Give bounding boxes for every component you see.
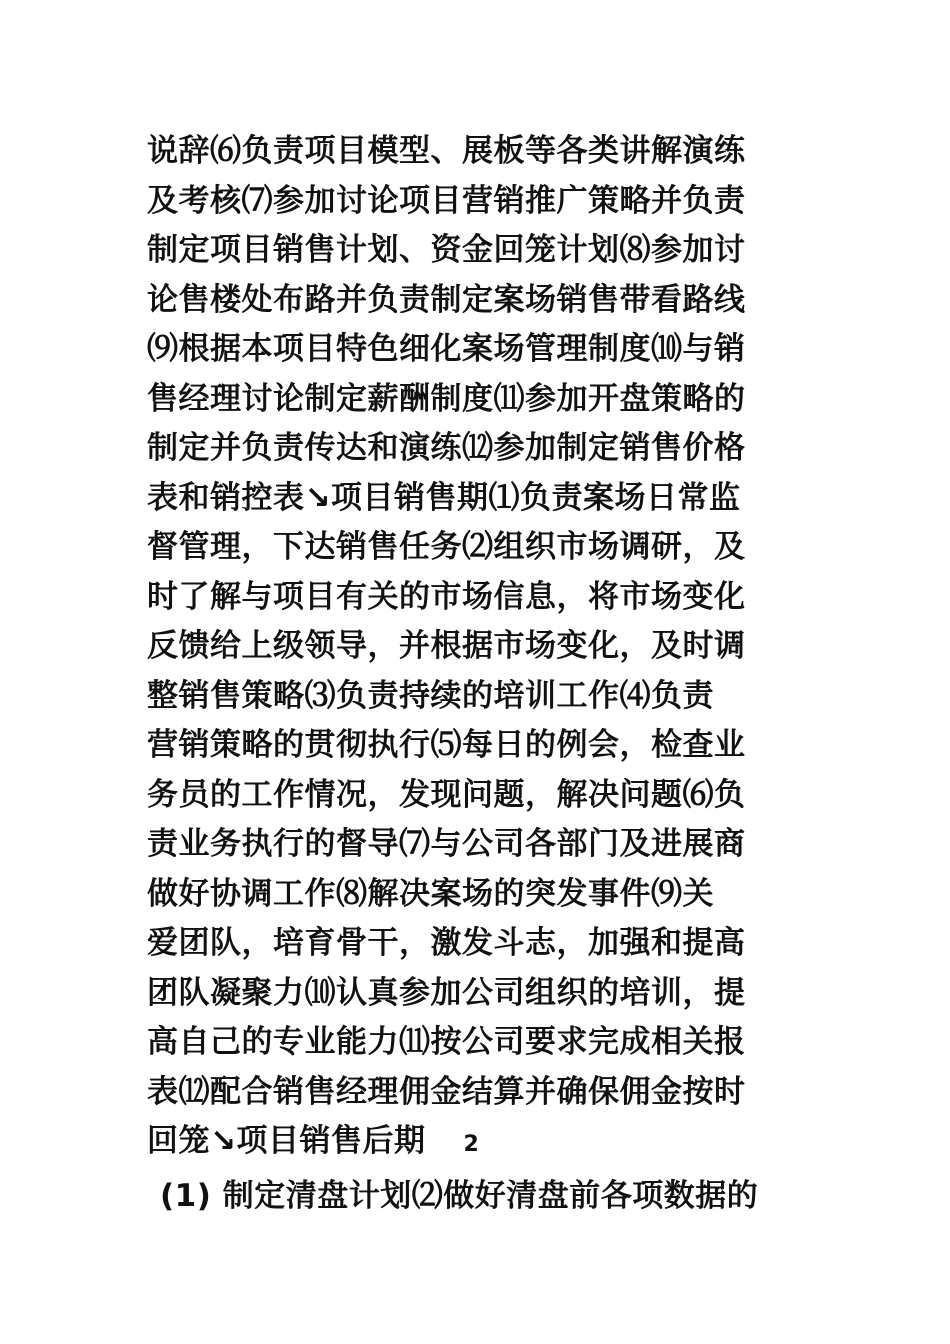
text-line: 高自己的专业能力⑾按公司要求完成相关报 xyxy=(147,1024,746,1060)
text-line-with-page-number xyxy=(147,1117,817,1167)
text-line: 表和销控表↘项目销售期⑴负责案场日常监 xyxy=(147,479,741,516)
text-line: ⑼根据本项目特色细化案场管理制度⑽与销 xyxy=(147,331,746,367)
text-line: 务员的工作情况，发现问题，解决问题⑹负 xyxy=(147,776,746,813)
text-line: 论售楼处布路并负责制定案场销售带看路线 xyxy=(147,281,746,318)
text-line: 做好协调工作⑻解决案场的突发事件⑼关 xyxy=(147,875,714,912)
text-line: 整销售策略⑶负责持续的培训工作⑷负责 xyxy=(147,677,714,714)
text-line: 回笼↘项目销售后期 xyxy=(147,1123,426,1159)
text-line: 责业务执行的督导⑺与公司各部门及进展商 xyxy=(147,826,746,862)
text-line: 及考核⑺参加讨论项目营销推广策略并负责 xyxy=(147,182,746,219)
body-text xyxy=(147,127,817,1167)
text-line: 说辞⑹负责项目模型、展板等各类讲解演练 xyxy=(147,133,746,169)
text-line: 时了解与项目有关的市场信息，将市场变化 xyxy=(147,578,746,615)
text-line: 制定项目销售计划、资金回笼计划⑻参加讨 xyxy=(147,232,746,268)
text-line: 反馈给上级领导，并根据市场变化，及时调 xyxy=(147,628,746,664)
page-number: 2 xyxy=(463,1132,480,1157)
text-line: 督管理，下达销售任务⑵组织市场调研，及 xyxy=(147,529,746,565)
text-line: 爱团队，培育骨干，激发斗志，加强和提高 xyxy=(147,925,746,961)
text-line: 团队凝聚力⑽认真参加公司组织的培训，提 xyxy=(147,974,746,1011)
text-line: 营销策略的贯彻执行⑸每日的例会，检查业 xyxy=(147,727,746,763)
text-line: 售经理讨论制定薪酬制度⑾参加开盘策略的 xyxy=(147,380,746,417)
text-line: 制定并负责传达和演练⑿参加制定销售价格 xyxy=(147,430,746,466)
text-line: 表⑿配合销售经理佣金结算并确保佣金按时 xyxy=(147,1073,746,1110)
next-page-line: (1) 制定清盘计划⑵做好清盘前各项数据的 xyxy=(160,1178,759,1214)
